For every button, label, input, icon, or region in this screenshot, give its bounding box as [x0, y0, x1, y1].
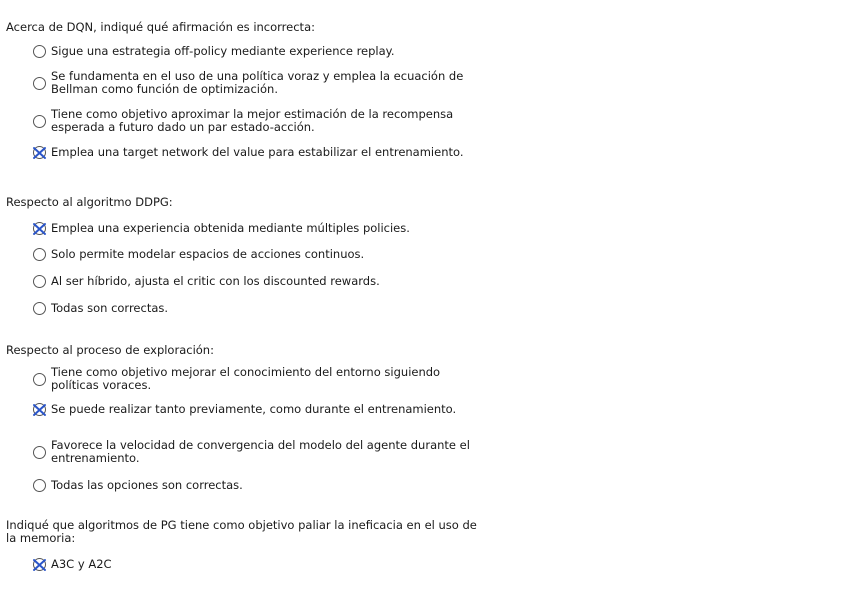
q1-option-2[interactable]	[32, 70, 471, 96]
option-label: Favorece la velocidad de convergencia del modelo del agente durante el entrenamiento.	[51, 438, 470, 465]
radio-unselected-icon[interactable]	[32, 478, 47, 493]
question-4-prompt: Indiqué que algoritmos de PG tiene como objetivo paliar la ineficacia en el uso de la memoria:	[6, 518, 477, 545]
radio-unselected-icon[interactable]	[32, 274, 47, 289]
q2-option-4[interactable]	[32, 301, 471, 316]
q2-option-2[interactable]	[32, 247, 471, 262]
q3-option-2[interactable]	[32, 402, 471, 417]
radio-unselected-icon[interactable]	[32, 445, 47, 460]
q1-option-3[interactable]	[32, 108, 471, 134]
q4-option-1[interactable]	[32, 557, 471, 572]
q3-option-3[interactable]	[32, 439, 471, 465]
q3-option-1[interactable]	[32, 366, 471, 392]
question-2-prompt: Respecto al algoritmo DDPG:	[6, 195, 173, 209]
option-label: Solo permite modelar espacios de acciones continuos.	[51, 247, 365, 261]
q2-option-3[interactable]	[32, 274, 471, 289]
option-label: Al ser híbrido, ajusta el critic con los discounted rewards.	[51, 274, 380, 288]
q3-option-4[interactable]	[32, 478, 471, 493]
option-label: Emplea una experiencia obtenida mediante múltiples policies.	[51, 221, 410, 235]
radio-unselected-icon[interactable]	[32, 76, 47, 91]
question-1-prompt: Acerca de DQN, indiqué qué afirmación es incorrecta:	[6, 20, 315, 34]
radio-crossed-icon[interactable]	[32, 557, 47, 572]
option-label: Sigue una estrategia off-policy mediante experience replay.	[51, 44, 395, 58]
option-label: A3C y A2C	[51, 557, 112, 571]
radio-unselected-icon[interactable]	[32, 114, 47, 129]
option-label: Se fundamenta en el uso de una política voraz y emplea la ecuación de Bellman como función de optimización.	[51, 69, 464, 96]
option-label: Todas las opciones son correctas.	[51, 478, 243, 492]
radio-crossed-icon[interactable]	[32, 221, 47, 236]
q1-option-1[interactable]	[32, 44, 471, 59]
option-label: Todas son correctas.	[51, 301, 169, 315]
radio-unselected-icon[interactable]	[32, 372, 47, 387]
q1-option-4[interactable]	[32, 145, 471, 160]
radio-unselected-icon[interactable]	[32, 247, 47, 262]
option-label: Se puede realizar tanto previamente, como durante el entrenamiento.	[51, 402, 457, 416]
option-label: Emplea una target network del value para estabilizar el entrenamiento.	[51, 145, 464, 159]
question-3-prompt: Respecto al proceso de exploración:	[6, 343, 214, 357]
radio-unselected-icon[interactable]	[32, 44, 47, 59]
option-label: Tiene como objetivo aproximar la mejor estimación de la recompensa esperada a futuro dado un par estado-acción.	[51, 107, 454, 134]
radio-unselected-icon[interactable]	[32, 301, 47, 316]
option-label: Tiene como objetivo mejorar el conocimiento del entorno siguiendo políticas voraces.	[51, 365, 441, 392]
q2-option-1[interactable]	[32, 221, 471, 236]
radio-crossed-icon[interactable]	[32, 145, 47, 160]
radio-crossed-icon[interactable]	[32, 402, 47, 417]
